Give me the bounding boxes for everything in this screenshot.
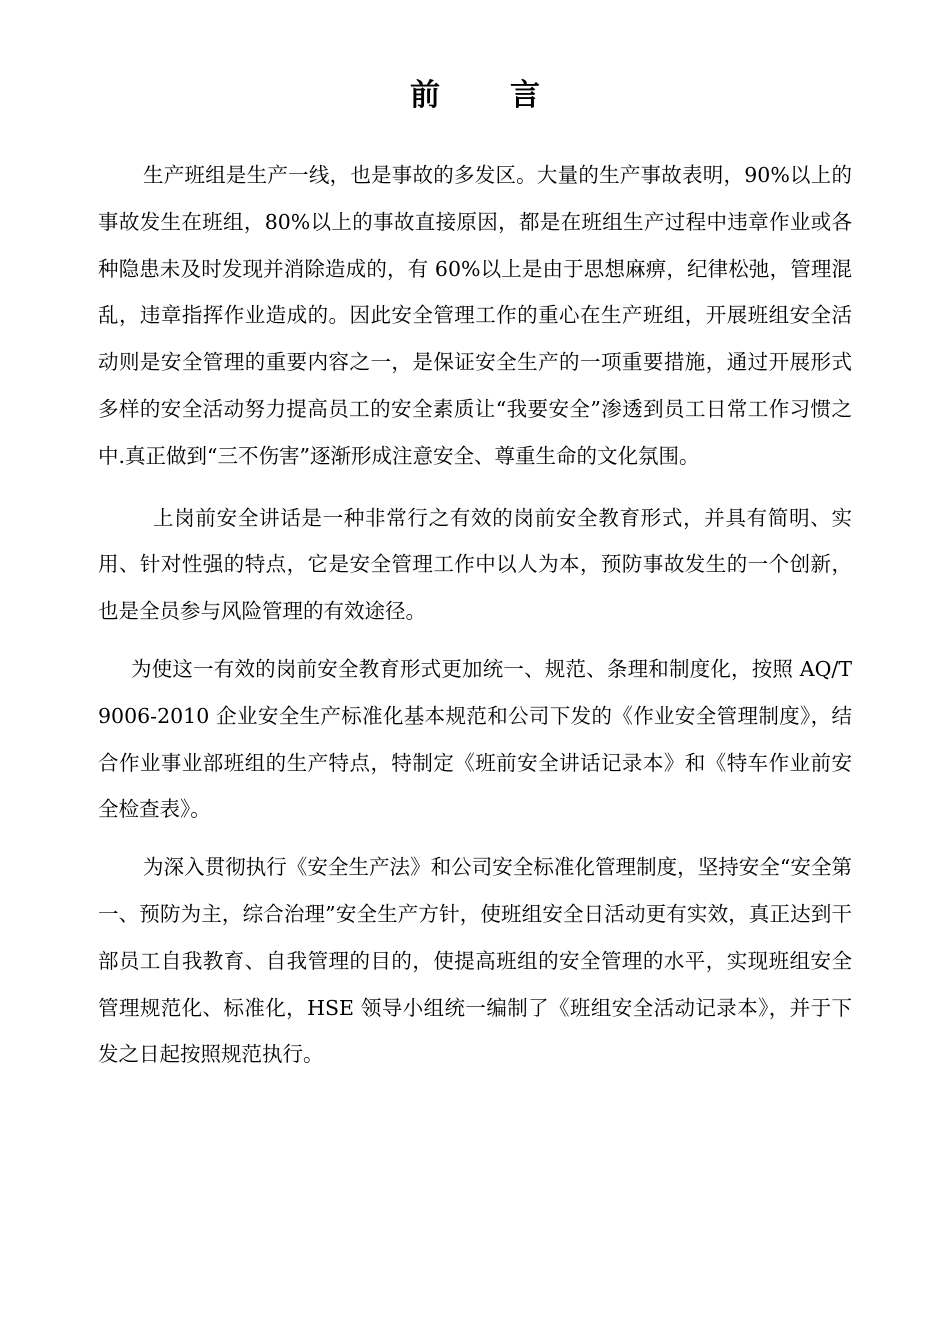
paragraph-2: 上岗前安全讲话是一种非常行之有效的岗前安全教育形式，并具有简明、实用、针对性强的特点，它是安全管理工作中以人为本，预防事故发生的一个创新，也是全员参与风险管理的有效途径。 [98, 505, 852, 624]
page-title [0, 74, 950, 118]
paragraph-1: 生产班组是生产一线，也是事故的多发区。大量的生产事故表明，90%以上的事故发生在班组，80%以上的事故直接原因，都是在班组生产过程中违章作业或各种隐患未及时发现并消除造成的，有 60%以上是由于思想麻痹，纪律松弛，管理混乱，违章指挥作业造成的。因此安全管理工作的重心在生产班组，开展班组安全活动则是安全管理的重要内容之一，是保证安全生产的一项重要措施，通过开展形式多样的安全活动努力提高员工的安全素质让“我要安全”渗透到员工日常工作习惯之中.真正做到“三不伤害”逐渐形成注意安全、尊重生命的文化氛围。 [98, 163, 852, 468]
body-text [98, 152, 852, 1078]
paragraph-3: 为使这一有效的岗前安全教育形式更加统一、规范、条理和制度化，按照 AQ/T9006-2010 企业安全生产标准化基本规范和公司下发的《作业安全管理制度》，结合作业事业部班组的生产特点，特制定《班前安全讲话记录本》和《特车作业前安全检查表》。 [98, 656, 852, 822]
paragraph-4: 为深入贯彻执行《安全生产法》和公司安全标准化管理制度，坚持安全“安全第一、预防为主，综合治理”安全生产方针，使班组安全日活动更有实效，真正达到干部员工自我教育、自我管理的目的，使提高班组的安全管理的水平，实现班组安全管理规范化、标准化，HSE 领导小组统一编制了《班组安全活动记录本》，并于下发之日起按照规范执行。 [98, 855, 852, 1067]
title-char-left: 前 [410, 78, 440, 113]
title-char-right: 言 [510, 78, 540, 113]
